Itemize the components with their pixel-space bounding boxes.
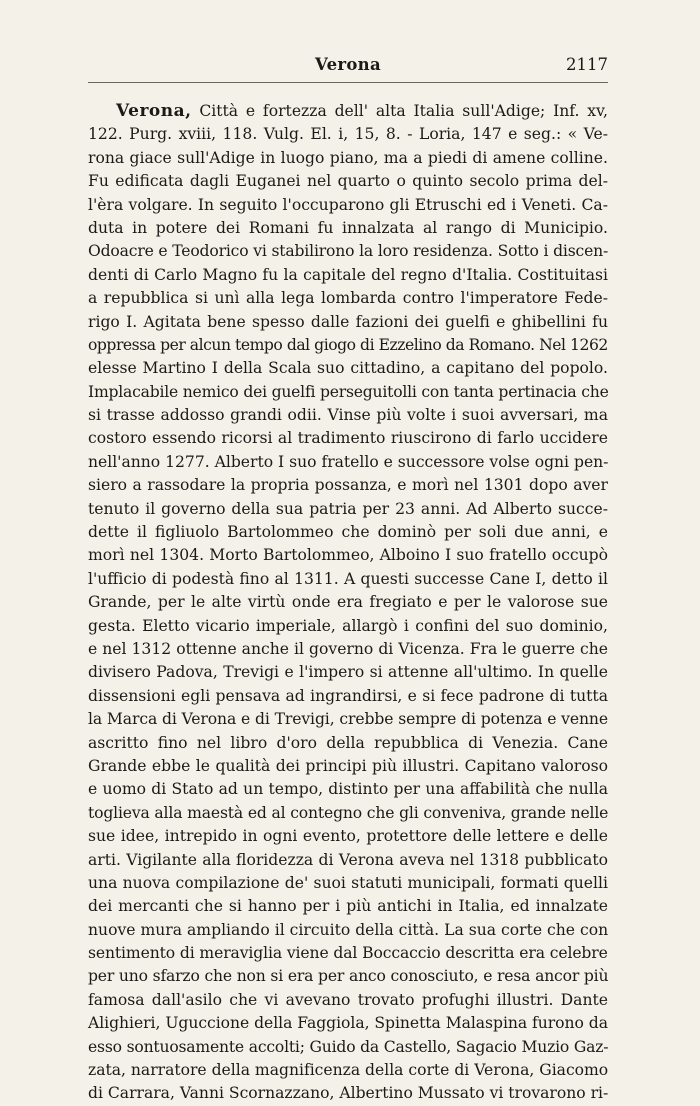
text-line-content: sentimento di meraviglia viene dal Boccaccio descritta era celebre <box>88 944 608 963</box>
text-line <box>88 591 608 614</box>
text-line <box>88 872 608 895</box>
text-line-content: Città e fortezza dell' alta Italia sull'Adige; Inf. xv, <box>191 102 608 120</box>
text-line-content: siero a rassodare la propria possanza, e morì nel 1301 dopo aver <box>88 476 608 495</box>
text-line <box>88 357 608 380</box>
text-line-content: dissensioni egli pensava ad ingrandirsi, e si fece padrone di tutta <box>88 686 608 705</box>
text-line-content: Grande ebbe le qualità dei principi più illustri. Capitano valoroso <box>88 756 608 775</box>
text-line-content: l'ufficio di podestà fino al 1311. A questi successe Cane I, detto il <box>88 569 608 588</box>
text-line <box>88 1059 608 1082</box>
text-line-content: morì nel 1304. Morto Bartolommeo, Alboino I suo fratello occupò <box>88 546 608 565</box>
text-line <box>88 732 608 755</box>
text-line <box>88 755 608 778</box>
text-line <box>88 965 608 988</box>
text-line-content: costoro essendo ricorsi al tradimento riuscirono di farlo uccidere <box>88 429 608 448</box>
text-line-content: arti. Vigilante alla floridezza di Verona aveva nel 1318 pubblicato <box>88 850 608 869</box>
text-line <box>88 427 608 450</box>
text-line-content: dei mercanti che si hanno per i più antichi in Italia, ed innalzate <box>88 897 608 916</box>
entry-body <box>88 100 608 1106</box>
text-line-content: Alighieri, Uguccione della Faggiola, Spinetta Malaspina furono da <box>88 1014 608 1033</box>
text-line-content: a repubblica si unì alla lega lombarda contro l'imperatore Fede- <box>88 289 608 308</box>
text-line <box>88 615 608 638</box>
text-line-content: rona giace sull'Adige in luogo piano, ma a piedi di amene colline. <box>88 148 608 167</box>
text-line <box>88 240 608 263</box>
page-number: 2117 <box>566 55 608 74</box>
text-line-content: si trasse addosso grandi odii. Vinse più volte i suoi avversari, ma <box>88 406 608 425</box>
text-line <box>88 334 608 357</box>
text-line-content: di Carrara, Vanni Scornazzano, Albertino Mussato vi trovarono ri- <box>88 1084 609 1103</box>
text-line <box>88 194 608 217</box>
text-line <box>88 802 608 825</box>
text-line-content: duta in potere dei Romani fu innalzata al rango di Municipio. <box>88 218 608 237</box>
text-line-content: Fu edificata dagli Euganei nel quarto o quinto secolo prima del- <box>88 172 608 191</box>
text-line <box>88 170 608 193</box>
text-line <box>88 123 608 146</box>
text-line-content: zata, narratore della magnificenza della corte di Verona, Giacomo <box>88 1061 609 1080</box>
text-line <box>88 217 608 240</box>
text-line-content: denti di Carlo Magno fu la capitale del regno d'Italia. Costituitasi <box>88 265 608 284</box>
text-line <box>88 451 608 474</box>
text-line <box>88 568 608 591</box>
text-line-content: famosa dall'asilo che vi avevano trovato profughi illustri. Dante <box>88 990 608 1009</box>
text-line-content: una nuova compilazione de' suoi statuti municipali, formati quelli <box>88 873 608 892</box>
text-line-content: esso sontuosamente accolti; Guido da Castello, Sagacio Muzio Gaz- <box>88 1037 609 1056</box>
text-line <box>88 1012 608 1035</box>
entry-headword: Verona, <box>116 101 192 121</box>
text-line <box>88 825 608 848</box>
text-line <box>88 100 608 123</box>
text-line <box>88 685 608 708</box>
text-line-content: Implacabile nemico dei guelfi perseguitolli con tanta pertinacia che <box>88 382 609 401</box>
text-line <box>88 989 608 1012</box>
text-line-content: elesse Martino I della Scala suo cittadino, a capitano del popolo. <box>88 359 608 378</box>
text-line-content: ascritto fino nel libro d'oro della repubblica di Venezia. Cane <box>88 733 608 752</box>
text-line <box>88 849 608 872</box>
text-line <box>88 942 608 965</box>
text-line <box>88 544 608 567</box>
text-line <box>88 919 608 942</box>
header-rule <box>88 82 608 83</box>
text-line <box>88 895 608 918</box>
text-line-content: Odoacre e Teodorico vi stabilirono la loro residenza. Sotto i discen- <box>88 242 609 261</box>
text-line-content: nuove mura ampliando il circuito della città. La sua corte che con <box>88 920 609 939</box>
running-title: Verona <box>315 55 381 74</box>
text-line-content: Grande, per le alte virtù onde era fregiato e per le valorose sue <box>88 593 608 612</box>
text-line-content: l'èra volgare. In seguito l'occuparono gli Etruschi ed i Veneti. Ca- <box>88 195 608 214</box>
text-line <box>88 778 608 801</box>
text-line-content: e nel 1312 ottenne anche il governo di Vicenza. Fra le guerre che <box>88 639 608 658</box>
text-line <box>88 287 608 310</box>
text-line <box>88 381 608 404</box>
text-line <box>88 474 608 497</box>
text-line-content: rigo I. Agitata bene spesso dalle fazioni dei guelfi e ghibellini fu <box>88 312 608 331</box>
text-line <box>88 498 608 521</box>
text-line <box>88 311 608 334</box>
text-line-content: sue idee, intrepido in ogni evento, protettore delle lettere e delle <box>88 827 608 846</box>
text-line-content: toglieva alla maestà ed al contegno che gli conveniva, grande nelle <box>88 803 609 822</box>
text-line <box>88 1082 608 1105</box>
text-line <box>88 661 608 684</box>
text-line-content: divisero Padova, Trevigi e l'impero si attenne all'ultimo. In quelle <box>88 663 608 682</box>
text-line-content: la Marca di Verona e di Trevigi, crebbe sempre di potenza e venne <box>88 710 608 729</box>
text-line-content: gesta. Eletto vicario imperiale, allargò i confini del suo dominio, <box>88 616 608 635</box>
text-line <box>88 1036 608 1059</box>
text-line <box>88 264 608 287</box>
text-line-content: tenuto il governo della sua patria per 23 anni. Ad Alberto succe- <box>88 499 608 518</box>
text-line-content: per uno sfarzo che non si era per anco conosciuto, e resa ancor più <box>88 967 609 986</box>
text-line-content: dette il figliuolo Bartolommeo che dominò per soli due anni, e <box>88 523 608 542</box>
text-line-content: 122. Purg. xviii, 118. Vulg. El. i, 15, 8. - Loria, 147 e seg.: « Ve- <box>88 125 608 144</box>
page-header <box>88 55 608 81</box>
text-line <box>88 708 608 731</box>
text-line <box>88 404 608 427</box>
text-line-content: e uomo di Stato ad un tempo, distinto per una affabilità che nulla <box>88 780 608 799</box>
text-line <box>88 147 608 170</box>
text-line-content: nell'anno 1277. Alberto I suo fratello e successore volse ogni pen- <box>88 452 609 471</box>
text-line <box>88 638 608 661</box>
text-line <box>88 521 608 544</box>
text-line-content: oppressa per alcun tempo dal giogo di Ezzelino da Romano. Nel 1262 <box>88 335 608 354</box>
